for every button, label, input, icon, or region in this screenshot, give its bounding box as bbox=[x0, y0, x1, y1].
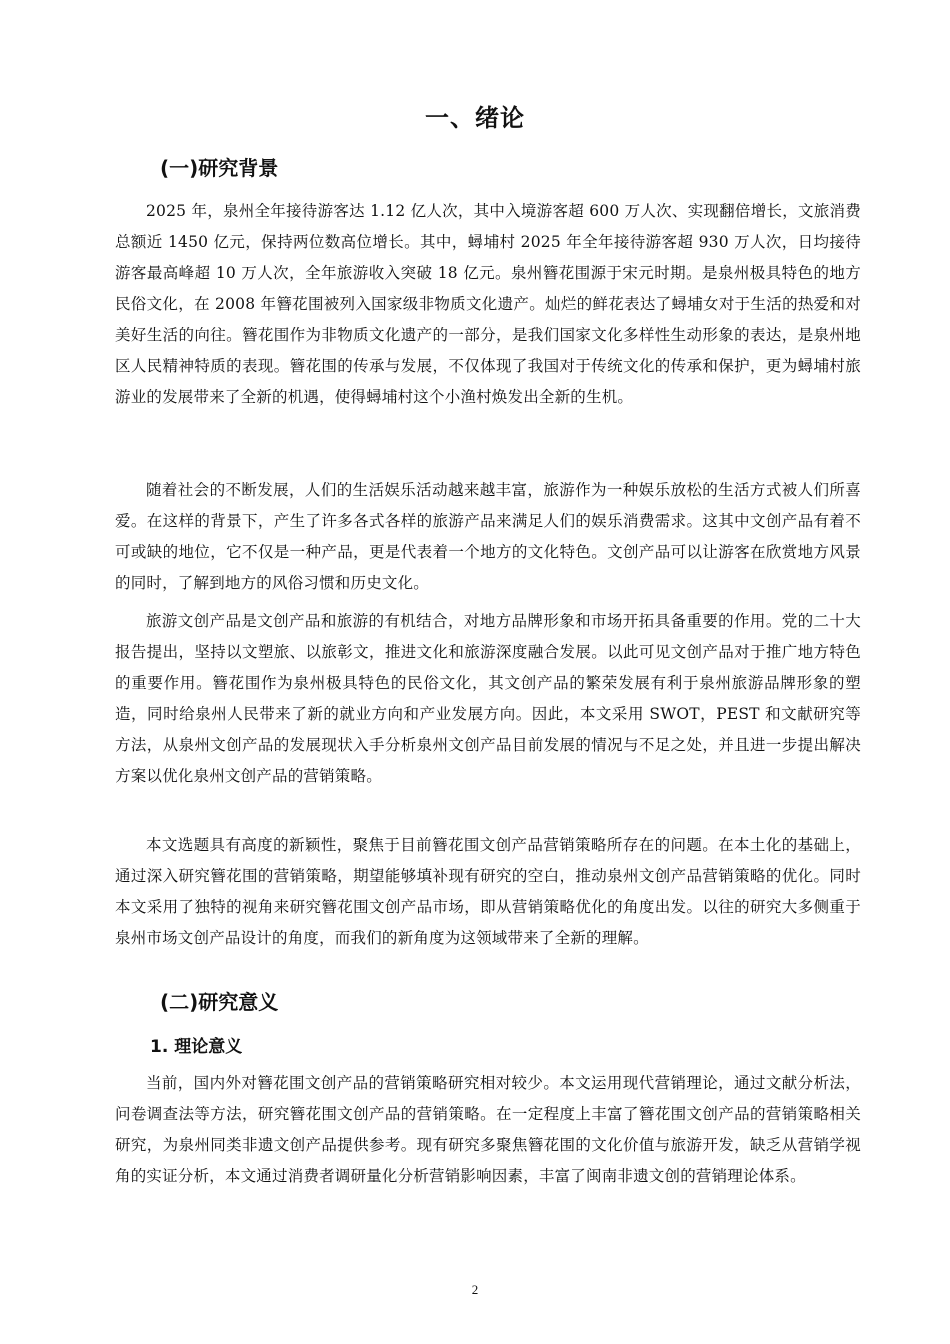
chapter-title: 一、绪论 bbox=[425, 104, 525, 132]
paragraph-background-4: 本文选题具有高度的新颖性，聚焦于目前簪花围文创产品营销策略所存在的问题。在本土化的基础上，通过深入研究簪花围的营销策略，期望能够填补现有研究的空白，推动泉州文创产品营销策略的优化。同时本文采用了独特的视角来研究簪花围文创产品市场，即从营销策略优化的角度出发。以往的研究大多侧重于泉州市场文创产品设计的角度，而我们的新角度为这领域带来了全新的理解。 bbox=[115, 836, 861, 947]
section-heading-background: (一)研究背景 bbox=[160, 156, 279, 180]
paragraph-theory-1: 当前，国内外对簪花围文创产品的营销策略研究相对较少。本文运用现代营销理论，通过文献分析法，问卷调查法等方法，研究簪花围文创产品的营销策略。在一定程度上丰富了簪花围文创产品的营销策略相关研究，为泉州同类非遗文创产品提供参考。现有研究多聚焦簪花围的文化价值与旅游开发，缺乏从营销学视角的实证分析，本文通过消费者调研量化分析营销影响因素，丰富了闽南非遗文创的营销理论体系。 bbox=[115, 1074, 861, 1185]
paragraph-background-3: 旅游文创产品是文创产品和旅游的有机结合，对地方品牌形象和市场开拓具备重要的作用。党的二十大报告提出，坚持以文塑旅、以旅彰文，推进文化和旅游深度融合发展。以此可见文创产品对于推广地方特色的重要作用。簪花围作为泉州极具特色的民俗文化，其文创产品的繁荣发展有利于泉州旅游品牌形象的塑造，同时给泉州人民带来了新的就业方向和产业发展方向。因此，本文采用 SWOT，PEST 和文献研究等方法，从泉州文创产品的发展现状入手分析泉州文创产品目前发展的情况与不足之处，并且进一步提出解决方案以优化泉州文创产品的营销策略。 bbox=[115, 612, 861, 785]
paragraph-background-2: 随着社会的不断发展，人们的生活娱乐活动越来越丰富，旅游作为一种娱乐放松的生活方式被人们所喜爱。在这样的背景下，产生了许多各式各样的旅游产品来满足人们的娱乐消费需求。这其中文创产品有着不可或缺的地位，它不仅是一种产品，更是代表着一个地方的文化特色。文创产品可以让游客在欣赏地方风景的同时，了解到地方的风俗习惯和历史文化。 bbox=[115, 481, 861, 592]
subsection-heading-theory: 1. 理论意义 bbox=[150, 1037, 243, 1057]
page-number: 2 bbox=[471, 1282, 479, 1297]
paragraph-background-1: 2025 年，泉州全年接待游客达 1.12 亿人次，其中入境游客超 600 万人次、实现翻倍增长，文旅消费总额近 1450 亿元，保持两位数高位增长。其中，蟳埔村 2025 年全年接待游客超 930 万人次，日均接待游客最高峰超 10 万人次，全年旅游收入突破 18 亿元。泉州簪花围源于宋元时期。是泉州极具特色的地方民俗文化，在 2008 年簪花围被列入国家级非物质文化遗产。灿烂的鲜花表达了蟳埔女对于生活的热爱和对美好生活的向往。簪花围作为非物质文化遗产的一部分，是我们国家文化多样性生动形象的表达，是泉州地区人民精神特质的表现。簪花围的传承与发展，不仅体现了我国对于传统文化的传承和保护，更为蟳埔村旅游业的发展带来了全新的机遇，使得蟳埔村这个小渔村焕发出全新的生机。 bbox=[115, 202, 861, 406]
section-heading-significance: (二)研究意义 bbox=[160, 990, 279, 1014]
